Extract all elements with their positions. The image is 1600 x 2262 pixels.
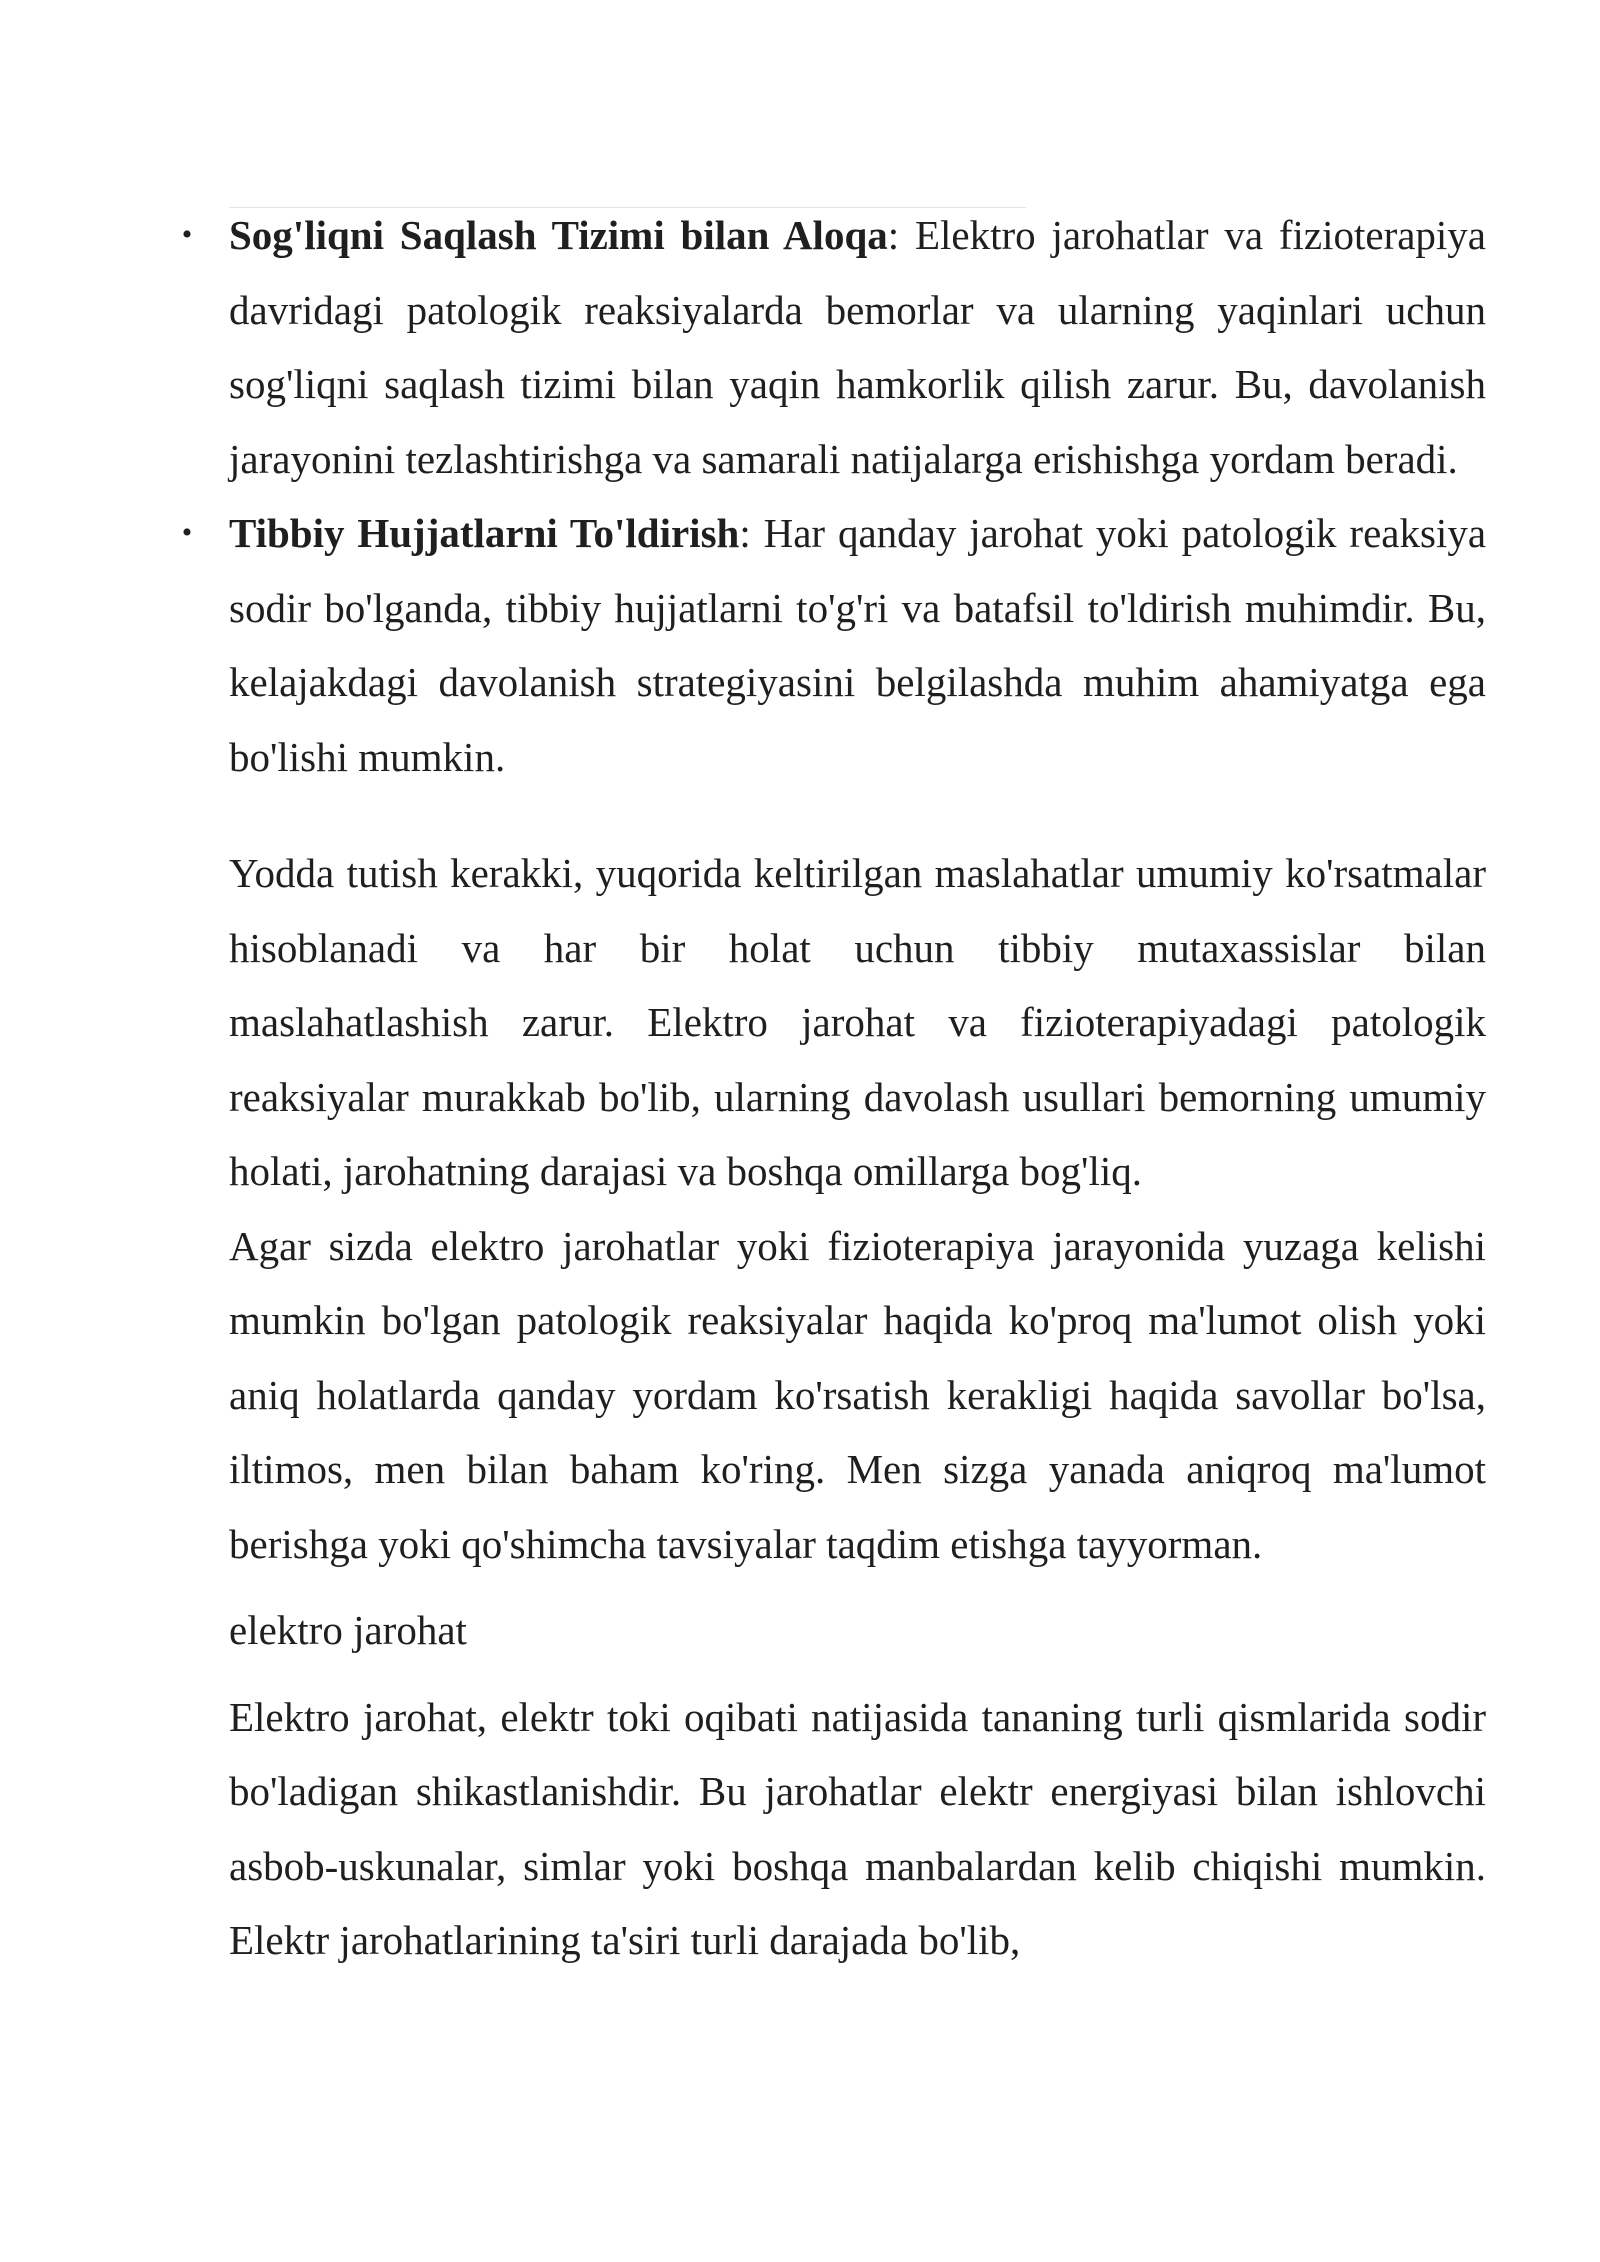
document-body [181, 198, 1487, 1978]
bullet-item-medical-records [181, 496, 1487, 794]
bullet-dot-icon: • [181, 218, 193, 251]
section-heading: elektro jarohat [229, 1607, 467, 1653]
bullet-title: Sog'liqni Saqlash Tizimi bilan Aloqa [229, 212, 888, 258]
bullet-separator: : [739, 510, 751, 556]
bullet-text: Elektro jarohatlar va fizioterapiya davridagi patologik reaksiyalarda bemorlar va ularning yaqinlari uchun sog'liqni saqlash tizimi bilan yaqin hamkorlik qilish zarur. Bu, davolanish jarayonini tezlashtirishga va samarali natijalarga erishishga yordam beradi. [229, 212, 1487, 482]
bullet-list [181, 198, 1487, 794]
bullet-item-healthcare-contact [181, 198, 1487, 496]
paragraph-definition: Elektro jarohat, elektr toki oqibati natijasida tananing turli qismlarida sodir bo'ladigan shikastlanishdir. Bu jarohatlar elektr energiyasi bilan ishlovchi asbob-uskunalar, simlar yoki boshqa manbalardan kelib chiqishi mumkin. Elektr jarohatlarining ta'siri turli darajada bo'lib, [229, 1693, 1486, 1963]
paragraph-offer: Agar sizda elektro jarohatlar yoki fizioterapiya jarayonida yuzaga kelishi mumkin bo'lgan patologik reaksiyalar haqida ko'proq ma'lumot olish yoki aniq holatlarda qanday yordam ko'rsatish kerakligi haqida savollar bo'lsa, iltimos, men bilan baham ko'ring. Men sizga yanada aniqroq ma'lumot berishga yoki qo'shimcha tavsiyalar taqdim etishga tayyorman. [229, 1222, 1486, 1567]
bullet-text: Har qanday jarohat yoki patologik reaksiya sodir bo'lganda, tibbiy hujjatlarni to'g'ri va batafsil to'ldirish muhimdir. Bu, kelajakdagi davolanish strategiyasini belgilashda muhim ahamiyatga ega bo'lishi mumkin. [229, 510, 1487, 780]
bullet-dot-icon: • [181, 516, 193, 549]
bullet-separator: : [887, 212, 900, 258]
paragraph-reminder: Yodda tutish kerakki, yuqorida keltirilgan maslahatlar umumiy ko'rsatmalar hisoblanadi va har bir holat uchun tibbiy mutaxassislar bilan maslahatlashish zarur. Elektro jarohat va fizioterapiyadagi patologik reaksiyalar murakkab bo'lib, ularning davolash usullari bemorning umumiy holati, jarohatning darajasi va boshqa omillarga bog'liq. [229, 850, 1486, 1194]
bullet-title: Tibbiy Hujjatlarni To'ldirish [229, 510, 740, 556]
